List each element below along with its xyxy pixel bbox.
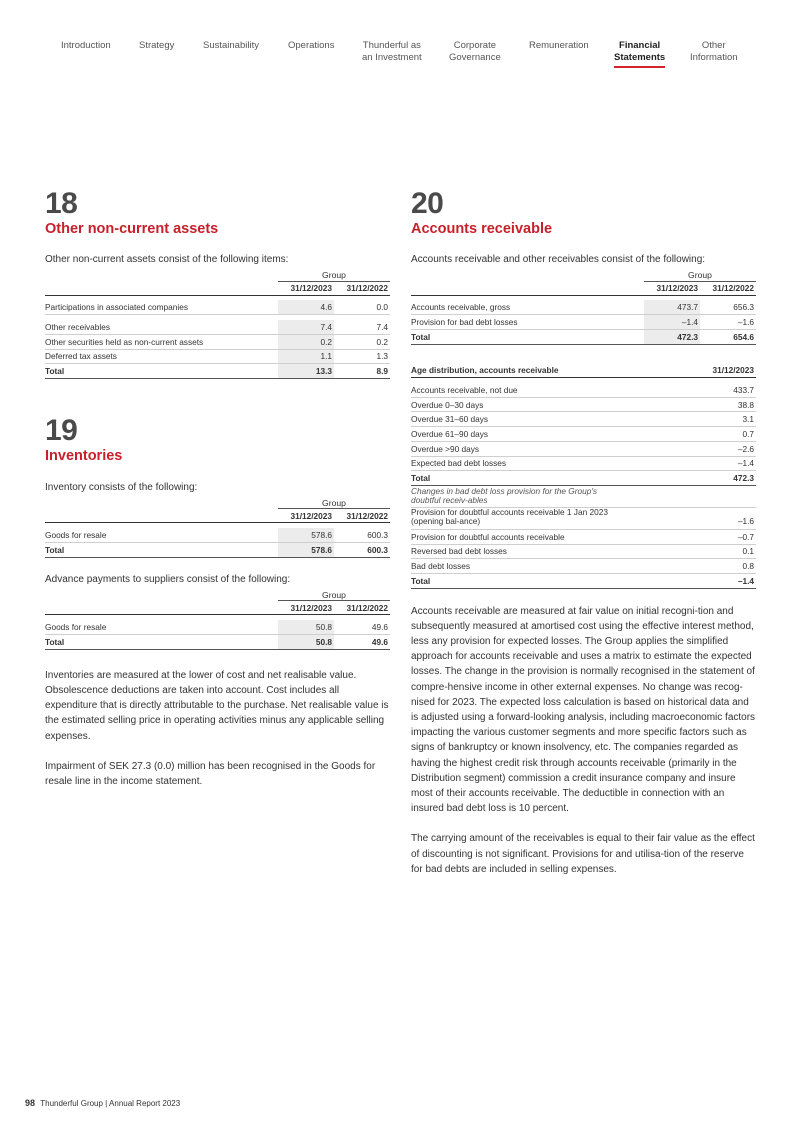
inventories-paragraph-2: Impairment of SEK 27.3 (0.0) million has been recognised in the Goods for resale line in the income statement. — [45, 760, 376, 787]
nav-corporate-governance[interactable]: Corporate Governance — [449, 40, 501, 63]
table-row: Bad debt losses 0.8 — [411, 559, 756, 574]
table-row: Participations in associated companies 4.6 0.0 — [45, 300, 390, 315]
section-20-number: 20 — [411, 187, 444, 220]
date-header-2023: 31/12/2023 — [278, 281, 334, 295]
table-total-row: Total 50.8 49.6 — [45, 635, 390, 650]
advance-payments-intro: Advance payments to suppliers consist of the following: — [45, 573, 291, 585]
table-row: Overdue 0–30 days 38.8 — [411, 397, 756, 412]
age-header-row — [411, 363, 756, 378]
table-row: Provision for doubtful accounts receivable –0.7 — [411, 529, 756, 544]
table-total-row: Total 472.3 — [411, 471, 756, 486]
table-row: Provision for bad debt losses –1.4 –1.6 — [411, 315, 756, 330]
section-18-intro: Other non-current assets consist of the following items: — [45, 254, 289, 265]
table-advance-payments — [45, 589, 390, 650]
table-row: Other securities held as non-current assets 0.2 0.2 — [45, 334, 390, 349]
age-header-date: 31/12/2023 — [686, 363, 756, 378]
section-18-title: Other non-current assets — [45, 221, 219, 237]
group-header: Group — [278, 269, 390, 281]
group-header: Group — [644, 269, 756, 281]
nav-strategy[interactable]: Strategy — [139, 40, 175, 51]
table-row: Overdue 61–90 days 0.7 — [411, 427, 756, 442]
top-navigation — [0, 40, 800, 70]
page-number: 98 — [25, 1098, 36, 1108]
changes-label-row — [411, 485, 756, 507]
section-19-intro: Inventory consists of the following: — [45, 481, 198, 493]
table-row: Goods for resale 50.8 49.6 — [45, 620, 390, 635]
receivables-paragraph-1: Accounts receivable are measured at fair value on initial recogni-tion and subsequently measured at amortised cost using the effective interest method, less any provision for expected losses. The Group applies the simplified approach for accounts receivable and uses a matrix to estimate the expected losses. The change in the provision is normally recognised in the statement of compre-hensive income in other external expenses. No change was recog-nised for 2023. The expected loss calculation is based on historical data and is adjusted using a forward-looking analysis, including macroeconomic factors impacting the various customer segments and more specific factors such as signs of bankruptcy or known insolvency, etc. The companies regarded as having the highest credit risk through accounts receivable (primarily in the Distribution segment) commission a credit insurance company and insure most of their accounts receivable. The deductible in connection with an insured bad debt loss is 10 percent. — [411, 605, 756, 815]
table-total-row: Total –1.4 — [411, 573, 756, 588]
nav-thunderful-investment[interactable]: Thunderful as an Investment — [362, 40, 422, 63]
footer-text: Thunderful Group | Annual Report 2023 — [40, 1099, 181, 1108]
date-header-2023: 31/12/2023 — [278, 601, 334, 615]
section-20-intro: Accounts receivable and other receivables consist of the following: — [411, 254, 706, 265]
section-20-title: Accounts receivable — [411, 221, 553, 237]
nav-other-information[interactable]: Other Information — [690, 40, 738, 63]
table-row: Overdue >90 days –2.6 — [411, 441, 756, 456]
active-underline — [614, 66, 665, 68]
table-row: Provision for doubtful accounts receivable 1 Jan 2023 (opening bal-ance) –1.6 — [411, 507, 756, 529]
table-age-distribution — [411, 363, 756, 589]
nav-operations[interactable]: Operations — [288, 40, 335, 51]
table-row: Deferred tax assets 1.1 1.3 — [45, 349, 390, 364]
right-column — [411, 188, 756, 877]
table-row: Overdue 31–60 days 3.1 — [411, 412, 756, 427]
table-total-row: Total 13.3 8.9 — [45, 364, 390, 379]
nav-remuneration[interactable]: Remuneration — [529, 40, 589, 51]
date-header-2022: 31/12/2022 — [700, 281, 756, 295]
table-row: Accounts receivable, gross 473.7 656.3 — [411, 300, 756, 315]
date-header-2023: 31/12/2023 — [644, 281, 700, 295]
receivables-paragraph-2: The carrying amount of the receivables is equal to their fair value as the effect of discounting is not significant. Provisions for and utilisa-tion of the reserve for bad debts are included in selling expenses. — [411, 833, 755, 875]
table-date-row — [45, 281, 390, 295]
date-header-2022: 31/12/2022 — [334, 281, 390, 295]
group-header: Group — [278, 497, 390, 509]
date-header-2022: 31/12/2022 — [334, 601, 390, 615]
page-footer — [25, 1098, 180, 1108]
group-header: Group — [278, 589, 390, 601]
table-row: Goods for resale 578.6 600.3 — [45, 528, 390, 543]
date-header-2022: 31/12/2022 — [334, 509, 390, 523]
table-row: Expected bad debt losses –1.4 — [411, 456, 756, 471]
table-row: Other receivables 7.4 7.4 — [45, 320, 390, 335]
nav-introduction[interactable]: Introduction — [61, 40, 111, 51]
nav-sustainability[interactable]: Sustainability — [203, 40, 259, 51]
nav-financial-statements[interactable] — [614, 40, 665, 68]
table-group-row — [45, 269, 390, 281]
nav-financial-statements-label: Financial Statements — [614, 40, 666, 63]
table-total-row: Total 578.6 600.3 — [45, 543, 390, 558]
table-row: Accounts receivable, not due 433.7 — [411, 383, 756, 398]
section-19-number: 19 — [45, 413, 78, 447]
section-19-title: Inventories — [45, 447, 123, 464]
changes-label: Changes in bad debt loss provision for the Group's doubtful receiv-ables — [411, 485, 686, 507]
inventories-paragraph-1: Inventories are measured at the lower of cost and net realisable value. Obsolescence deductions are taken into account. Cost includes all expenditure that is directly attributable to the purchase. Net realisable value is the estimated selling price in operating activities minus any applicable selling expenses. — [45, 669, 389, 742]
date-header-2023: 31/12/2023 — [278, 509, 334, 523]
section-18-number: 18 — [45, 187, 78, 220]
table-inventories — [45, 497, 390, 558]
table-total-row: Total 472.3 654.6 — [411, 329, 756, 344]
table-other-noncurrent-assets — [45, 269, 390, 379]
table-row: Reversed bad debt losses 0.1 — [411, 544, 756, 559]
table-accounts-receivable — [411, 269, 756, 345]
left-column — [45, 188, 390, 789]
age-header-label: Age distribution, accounts receivable — [411, 363, 686, 378]
